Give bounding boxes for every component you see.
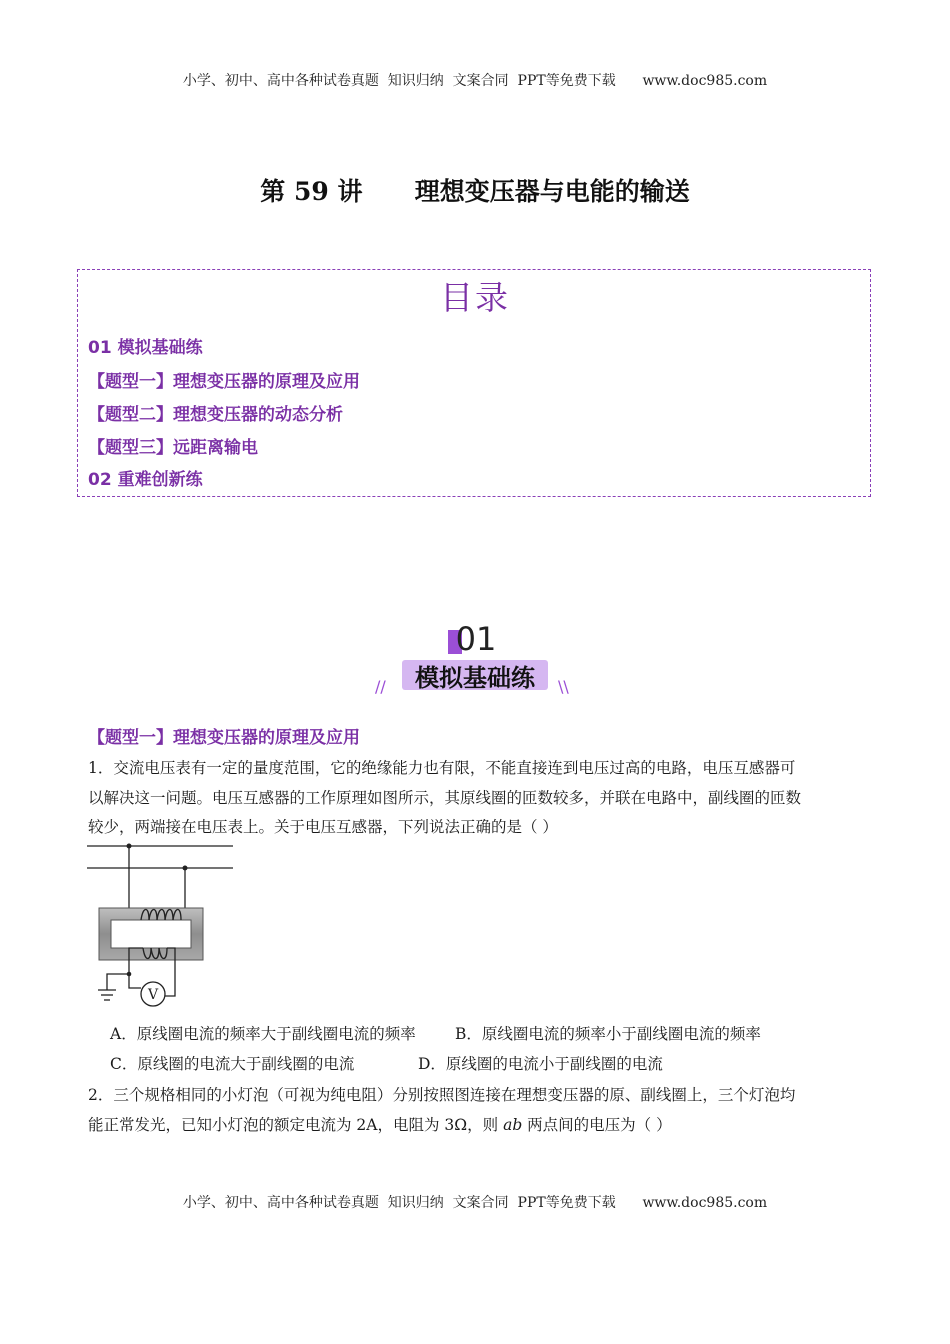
q1-line-3: 较少，两端接在电压表上。关于电压互感器，下列说法正确的是（ ） (88, 818, 558, 836)
q1-option-c[interactable]: C．原线圈的电流大于副线圈的电流 (110, 1055, 355, 1073)
toc-item-type-1[interactable]: 【题型一】理想变压器的原理及应用 (88, 372, 360, 392)
page-header: 小学、初中、高中各种试卷真题 知识归纳 文案合同 PPT等免费下载 www.doc985.com (182, 73, 768, 89)
banner-label: 模拟基础练 (415, 664, 535, 692)
transformer-figure (85, 838, 245, 1013)
q2-resistance: 3Ω (444, 1116, 468, 1134)
q1-option-d[interactable]: D．原线圈的电流小于副线圈的电流 (418, 1055, 663, 1073)
q1-line-1: 1．交流电压表有一定的量度范围，它的绝缘能力也有限，不能直接连到电压过高的电路，电压互感器可 (88, 759, 796, 777)
section-heading: 【题型一】理想变压器的原理及应用 (88, 728, 360, 748)
q2-text-b: ，则 (467, 1116, 504, 1134)
toc-title: 目录 (440, 278, 510, 317)
q1-line-2: 以解决这一问题。电压互感器的工作原理如图所示，其原线圈的匝数较多，并联在电路中，副线圈的匝数 (88, 789, 802, 807)
q2-line-1: 2．三个规格相同的小灯泡（可视为纯电阻）分别按照图连接在理想变压器的原、副线圈上，三个灯泡均 (88, 1086, 796, 1104)
q1-option-b[interactable]: B．原线圈电流的频率小于副线圈电流的频率 (455, 1025, 761, 1043)
q2-text-a: 能正常发光，已知小灯泡的额定电流为 2A，电阻为 (88, 1116, 445, 1134)
q2-text-c: 两点间的电压为（ ） (522, 1116, 672, 1134)
toc-item-type-3[interactable]: 【题型三】远距离输电 (88, 438, 258, 458)
page-footer: 小学、初中、高中各种试卷真题 知识归纳 文案合同 PPT等免费下载 www.doc985.com (182, 1195, 768, 1211)
toc-item-section-01[interactable]: 01 模拟基础练 (88, 338, 203, 358)
svg-text://: // (375, 677, 386, 696)
q1-option-a[interactable]: A．原线圈电流的频率大于副线圈电流的频率 (110, 1025, 416, 1043)
svg-text:\\: \\ (558, 677, 569, 696)
section-banner (370, 618, 580, 698)
toc-item-section-02[interactable]: 02 重难创新练 (88, 470, 203, 490)
page-title: 第 59 讲 理想变压器与电能的输送 (260, 177, 690, 206)
toc-item-type-2[interactable]: 【题型二】理想变压器的动态分析 (88, 405, 343, 425)
voltmeter-label: V (147, 987, 159, 1003)
q2-line-2 (88, 1110, 858, 1140)
banner-number: 01 (455, 620, 497, 658)
q2-ab-label: ab (503, 1116, 523, 1134)
